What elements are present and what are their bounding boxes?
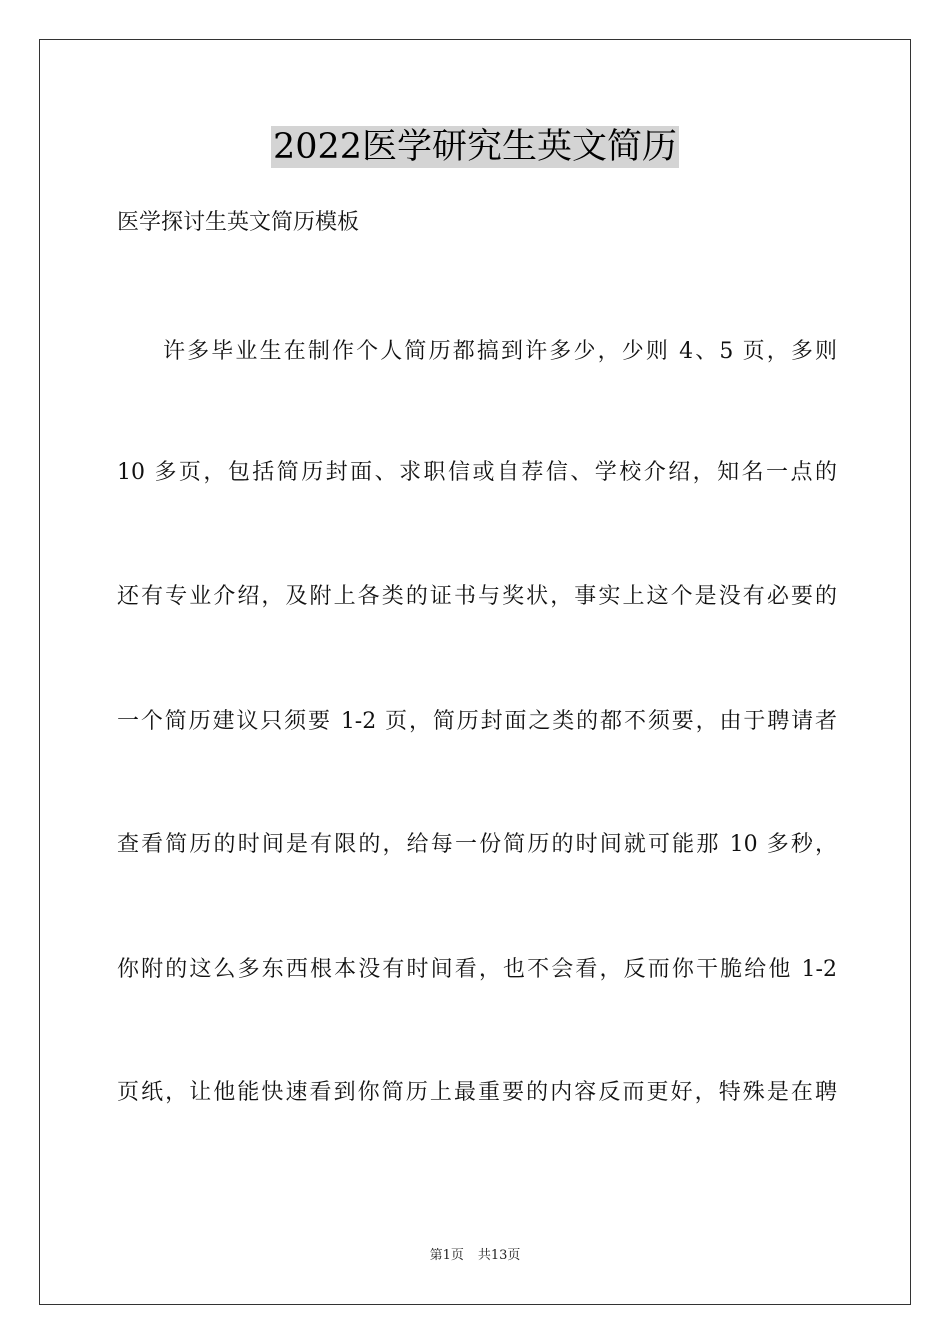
document-subtitle: 医学探讨生英文简历模板 <box>117 210 360 235</box>
page-footer <box>0 1247 950 1265</box>
paragraph-line: 一个简历建议只须要 1-2 页，简历封面之类的都不须要，由于聘请者 <box>117 709 837 734</box>
document-title: 2022医学研究生英文简历 <box>272 127 678 167</box>
page-number: 第1页 <box>429 1248 464 1263</box>
title-container <box>0 126 950 168</box>
paragraph-line: 页纸，让他能快速看到你简历上最重要的内容反而更好，特殊是在聘 <box>117 1080 837 1105</box>
page-total: 共13页 <box>477 1248 521 1263</box>
paragraph-line: 你附的这么多东西根本没有时间看，也不会看，反而你干脆给他 1-2 <box>117 957 837 982</box>
paragraph-line: 许多毕业生在制作个人简历都搞到许多少，少则 4、5 页，多则 <box>163 339 837 364</box>
paragraph-line: 查看简历的时间是有限的，给每一份简历的时间就可能那 10 多秒， <box>117 832 837 857</box>
paragraph-line: 10 多页，包括简历封面、求职信或自荐信、学校介绍，知名一点的 <box>117 460 837 485</box>
paragraph-line: 还有专业介绍，及附上各类的证书与奖状，事实上这个是没有必要的 <box>117 584 837 609</box>
